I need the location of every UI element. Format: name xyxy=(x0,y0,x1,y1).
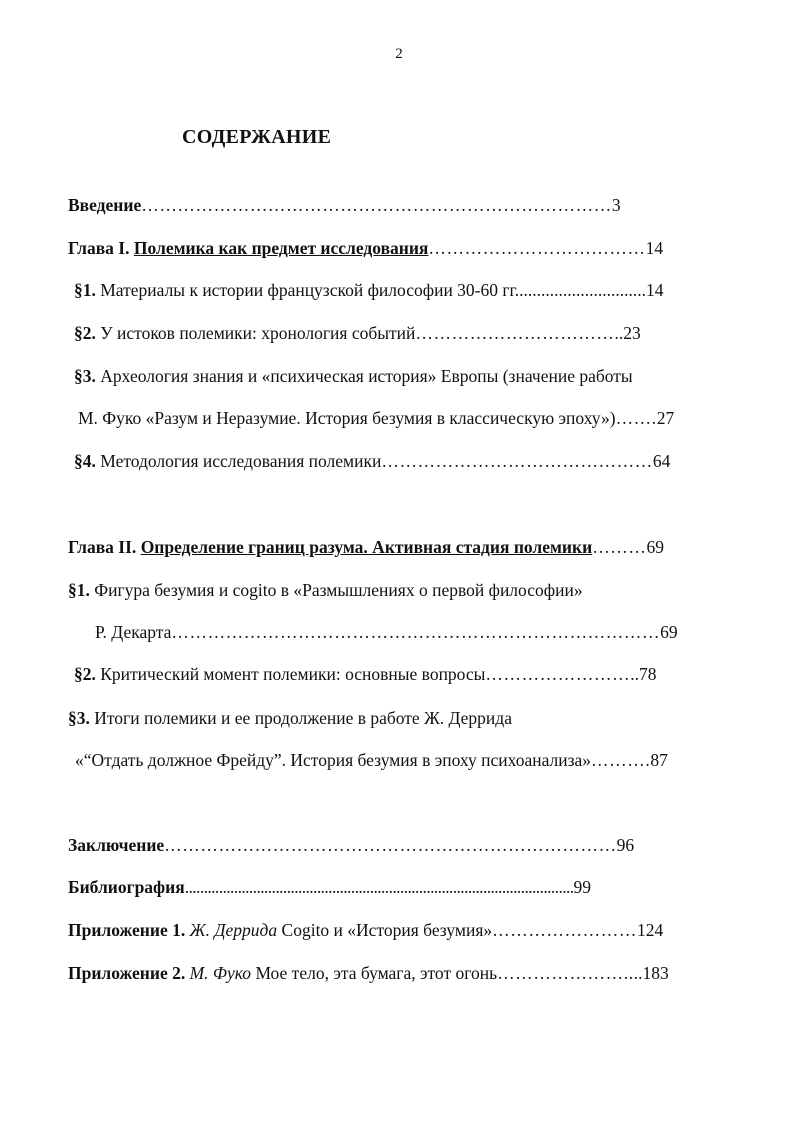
toc-leader: …………………… xyxy=(492,920,637,940)
toc-chapter-title: Определение границ разума. Активная стадия полемики xyxy=(140,537,593,557)
toc-section-text: Итоги полемики и ее продолжение в работе Ж. Деррида xyxy=(89,708,512,728)
toc-entry-ch2-s2 xyxy=(74,662,656,686)
toc-page: 64 xyxy=(652,451,671,471)
toc-section-text: Фигура безумия и cogito в «Размышлениях о первой философии» xyxy=(89,580,583,600)
toc-label: Библиография xyxy=(68,877,185,897)
toc-page: 14 xyxy=(645,238,664,258)
toc-entry-ch1-s4 xyxy=(74,449,670,473)
toc-section-num: §2. xyxy=(74,664,96,684)
toc-leader: ……………………………… xyxy=(428,238,646,258)
toc-entry-ch1-s1 xyxy=(74,278,664,302)
toc-page: ..183 xyxy=(633,963,669,983)
toc-leader: …………………………… xyxy=(415,323,615,343)
toc-author: М. Фуко xyxy=(189,963,252,983)
toc-section-num: §3. xyxy=(68,708,90,728)
toc-label: Введение xyxy=(68,195,142,215)
toc-section-text: Р. Декарта xyxy=(95,622,172,642)
toc-page: 96 xyxy=(616,835,635,855)
toc-section-text: Методология исследования полемики xyxy=(95,451,382,471)
toc-entry-ch1-s3 xyxy=(74,364,633,388)
toc-entry-ch2-s3 xyxy=(68,706,512,730)
toc-leader: ……………………………………… xyxy=(381,451,653,471)
toc-entry-conclusion xyxy=(68,833,634,857)
toc-section-num: §3. xyxy=(74,366,96,386)
toc-entry-bibliography xyxy=(68,875,591,899)
toc-entry-chapter-1 xyxy=(68,236,663,260)
toc-section-text: Мое тело, эта бумага, этот огонь xyxy=(251,963,498,983)
toc-chapter-prefix: Глава I. xyxy=(68,238,134,258)
toc-leader: …………………… xyxy=(485,664,631,684)
toc-entry-chapter-2 xyxy=(68,535,664,559)
toc-entry-ch2-s3-cont xyxy=(75,748,668,772)
toc-label: Заключение xyxy=(68,835,165,855)
toc-leader: ………………………………………………………………… xyxy=(164,835,617,855)
toc-title: СОДЕРЖАНИЕ xyxy=(182,126,332,148)
toc-section-num: §1. xyxy=(68,580,90,600)
toc-entry-ch2-s1 xyxy=(68,578,583,602)
toc-section-num: §4. xyxy=(74,451,96,471)
toc-section-num: §2. xyxy=(74,323,96,343)
toc-author: Ж. Деррида xyxy=(189,920,278,940)
toc-entry-appendix-2 xyxy=(68,961,669,985)
toc-section-num: §1. xyxy=(74,280,96,300)
toc-page: 3 xyxy=(611,195,621,215)
toc-label: Приложение 1. xyxy=(68,920,190,940)
toc-entry-ch2-s1-cont xyxy=(95,620,678,644)
toc-page: ..23 xyxy=(614,323,641,343)
toc-leader: ………………….. xyxy=(497,963,634,983)
toc-section-text: «“Отдать должное Фрейду”. История безумия в эпоху психоанализа» xyxy=(75,750,592,770)
toc-section-text: Критический момент полемики: основные вопросы xyxy=(95,664,486,684)
toc-chapter-title: Полемика как предмет исследования xyxy=(133,238,429,258)
toc-entry-ch1-s2 xyxy=(74,321,641,345)
toc-leader: ……… xyxy=(592,537,647,557)
toc-page: 124 xyxy=(636,920,664,940)
toc-leader: .............................. xyxy=(514,280,647,300)
toc-section-text: М. Фуко «Разум и Неразумие. История безумия в классическую эпоху») xyxy=(78,408,616,428)
toc-label: Приложение 2. xyxy=(68,963,190,983)
toc-page: 69 xyxy=(660,622,678,642)
toc-page: 14 xyxy=(646,280,664,300)
toc-page: 69 xyxy=(646,537,664,557)
toc-section-text: У истоков полемики: хронология событий xyxy=(95,323,416,343)
toc-page: 87 xyxy=(650,750,668,770)
toc-section-text: Cogito и «История безумия» xyxy=(277,920,493,940)
toc-leader: ....................................................................................................... xyxy=(184,877,574,897)
toc-section-text: Материалы к истории французской философии 30-60 гг xyxy=(95,280,515,300)
toc-page: 27 xyxy=(656,408,675,428)
toc-section-text: Археология знания и «психическая история» Европы (значение работы xyxy=(95,366,633,386)
page-number: 2 xyxy=(395,46,403,62)
toc-chapter-prefix: Глава II. xyxy=(68,537,141,557)
toc-leader: ……………………………………………………………………… xyxy=(171,622,661,642)
toc-entry-intro xyxy=(68,193,621,217)
toc-page: ..78 xyxy=(630,664,657,684)
toc-leader: ……. xyxy=(615,408,657,428)
toc-entry-ch1-s3-cont xyxy=(78,406,674,430)
toc-leader: …………………………………………………………………… xyxy=(141,195,612,215)
toc-leader: ………. xyxy=(591,750,651,770)
toc-entry-appendix-1 xyxy=(68,918,663,942)
toc-page: 99 xyxy=(573,877,592,897)
